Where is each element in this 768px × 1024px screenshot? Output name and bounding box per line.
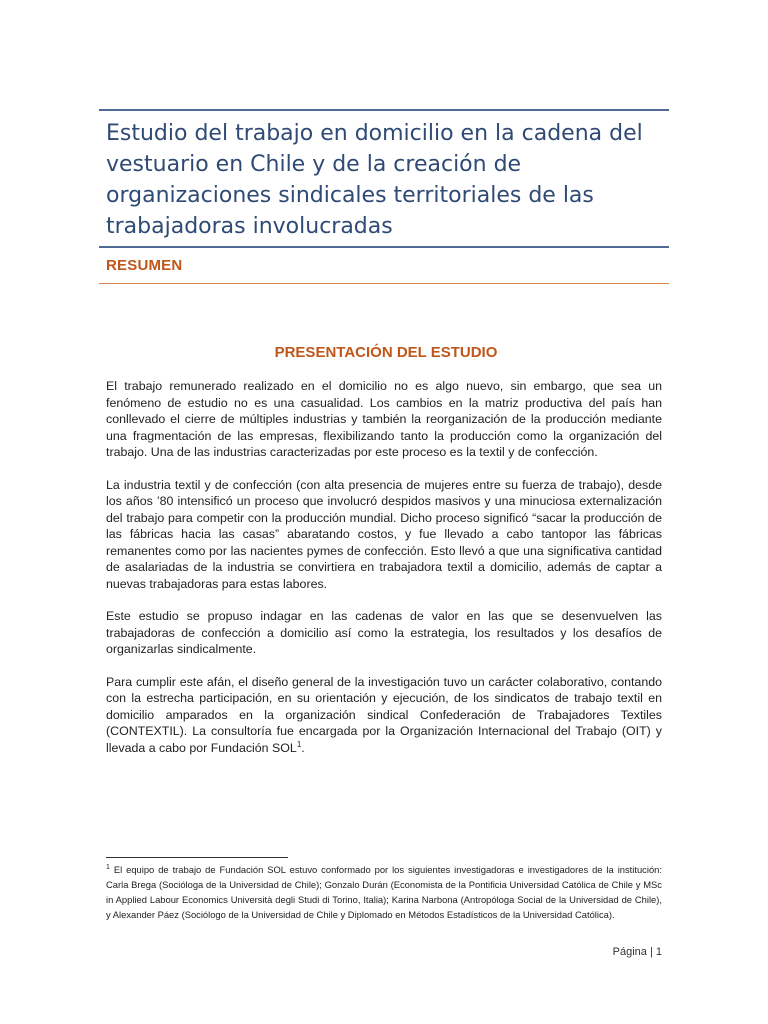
section-heading: PRESENTACIÓN DEL ESTUDIO bbox=[274, 344, 498, 361]
body-text bbox=[106, 378, 662, 772]
paragraph-4 bbox=[106, 674, 662, 757]
paragraph-1: El trabajo remunerado realizado en el domicilio no es algo nuevo, sin embargo, que sea un fenómeno de estudio no es una casualidad. Los cambios en la matriz productiva del país han conllevado el cierre de múltiples industrias y también la reorganización de la producción mediante una fragmentación de las empresas, flexibilizando tanto la producción como la organización del trabajo. Una de las industrias caracterizadas por este proceso es la textil y de confección. bbox=[106, 379, 662, 459]
paragraph-4-text: Para cumplir este afán, el diseño general de la investigación tuvo un carácter colaborativo, contando con la estrecha participación, en su orientación y ejecución, de los sindicatos de trabajo textil en domicilio amparados en la organización sindical Confederación de Trabajadores Textiles (CONTEXTIL). La consultoría fue encargada por la Organización Internacional del Trabajo (OIT) y llevada a cabo por Fundación SOL bbox=[106, 674, 662, 755]
paragraph-4-end: . bbox=[301, 740, 305, 755]
footnote bbox=[106, 862, 662, 922]
paragraph-2: La industria textil y de confección (con alta presencia de mujeres entre su fuerza de trabajo), desde los años ’80 intensificó un proceso que involucró despidos masivos y una minuciosa externalización del trabajo para competir con la producción mundial. Dicho proceso significó “sacar la producción de las fábricas hacia las casas” abaratando costos, y fue llevado a cabo tantopor las fábricas remanentes como por las nacientes pymes de confección. Esto llevó a que una significativa cantidad de asalariadas de la industria se convirtiera en trabajadora textil a domicilio, además de captar a nuevas trabajadoras para estas labores. bbox=[106, 477, 662, 591]
footnote-text: El equipo de trabajo de Fundación SOL estuvo conformado por los siguientes investigadoras e investigadores de la institución: Carla Brega (Socióloga de la Universidad de Chile); Gonzalo Durán (Economista de la Pontificia Universidad Católica de Chile y MSc in Applied Labour Economics Università degli Studi di Torino, Italia); Karina Narbona (Antropóloga Social de la Universidad de Chile), y Alexander Páez (Sociólogo de la Universidad de Chile y Diplomado en Métodos Estadísticos de la Universidad Católica). bbox=[106, 864, 662, 920]
resumen-heading: RESUMEN bbox=[106, 257, 183, 274]
paragraph-3: Este estudio se propuso indagar en las cadenas de valor en las que se desenvuelven las trabajadoras de confección a domicilio así como la estrategia, los resultados y los desafíos de organizarlas sindicalmente. bbox=[106, 609, 662, 656]
page-number: Página | 1 bbox=[612, 946, 662, 958]
document-title: Estudio del trabajo en domicilio en la cadena del vestuario en Chile y de la creación de organizaciones sindicales territoriales de las trabajadoras involucradas bbox=[106, 121, 643, 239]
resumen-rule bbox=[99, 283, 669, 284]
footnote-separator bbox=[106, 857, 288, 858]
title-top-rule bbox=[99, 109, 669, 111]
footnote-number: 1 bbox=[106, 863, 110, 871]
footnote-ref: 1 bbox=[296, 739, 302, 749]
title-bottom-rule bbox=[99, 246, 669, 248]
